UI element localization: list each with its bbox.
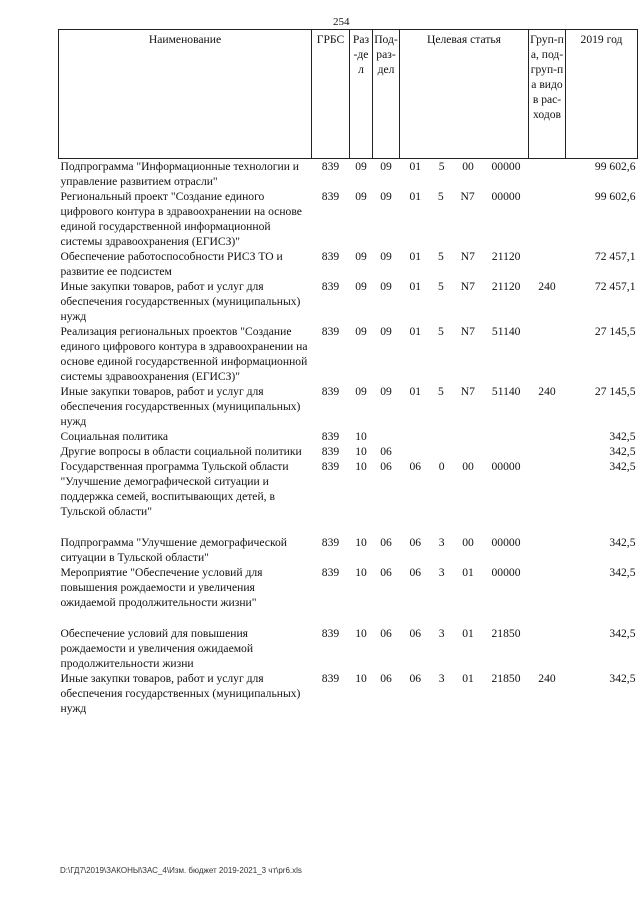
row-amount: 27 145,5 xyxy=(594,325,636,338)
page-number: 254 xyxy=(333,16,350,28)
row-razdel: 09 xyxy=(355,385,367,398)
row-name: Мероприятие "Обеспечение условий для повышения рождаемости и увеличения ожидаемой продолжительности жизни" xyxy=(60,566,263,609)
row-amount: 342,5 xyxy=(609,536,636,549)
target-article-part: 3 xyxy=(438,672,445,685)
row-target-article xyxy=(400,189,529,249)
header-podrazdel: Под-раз-дел xyxy=(373,30,400,159)
row-podrazdel: 06 xyxy=(380,536,392,549)
row-grbs: 839 xyxy=(321,460,340,473)
row-grbs: 839 xyxy=(321,250,340,263)
table-body xyxy=(59,159,638,717)
target-article-part: 00000 xyxy=(491,190,521,203)
target-article-part: 00000 xyxy=(491,160,521,173)
target-article-part: 01 xyxy=(462,627,474,640)
target-article-part: 06 xyxy=(409,672,422,685)
row-amount: 342,5 xyxy=(609,430,636,443)
target-article-part: 06 xyxy=(409,566,422,579)
target-article-part: 00 xyxy=(462,460,474,473)
row-amount: 342,5 xyxy=(609,445,636,458)
row-podrazdel: 06 xyxy=(380,460,392,473)
row-amount: 99 602,6 xyxy=(594,160,636,173)
target-article-part: 3 xyxy=(438,627,445,640)
row-grbs: 839 xyxy=(321,536,340,549)
row-amount: 72 457,1 xyxy=(594,250,636,263)
row-podrazdel xyxy=(373,429,400,444)
row-grbs: 839 xyxy=(321,566,340,579)
row-grbs: 839 xyxy=(321,280,340,293)
target-article-part: 21120 xyxy=(491,250,521,263)
target-article-part: 01 xyxy=(462,566,474,579)
row-podrazdel: 06 xyxy=(380,627,392,640)
row-target-article xyxy=(400,565,529,626)
row-expense-group xyxy=(529,535,566,565)
table-row xyxy=(59,459,638,535)
row-name: Социальная политика xyxy=(60,430,169,443)
table-row xyxy=(59,324,638,384)
row-grbs: 839 xyxy=(321,672,340,685)
row-name: Региональный проект "Создание единого цифрового контура в здравоохранении на основе единой государственной информационной системы здравоохранения (ЕГИСЗ)" xyxy=(60,190,302,248)
row-podrazdel: 09 xyxy=(380,250,392,263)
row-expense-group xyxy=(529,429,566,444)
row-name: Иные закупки товаров, работ и услуг для обеспечения государственных (муниципальных) нужд xyxy=(60,385,301,428)
row-razdel: 10 xyxy=(355,536,367,549)
row-expense-group xyxy=(529,159,566,190)
row-grbs: 839 xyxy=(321,627,340,640)
target-article-part: N7 xyxy=(460,325,475,338)
target-article-part: 06 xyxy=(409,627,422,640)
header-group: Груп-па, под-груп-па видов рас-ходов xyxy=(529,30,566,159)
target-article-part: N7 xyxy=(460,385,475,398)
row-name: Подпрограмма "Информационные технологии и управление развитием отрасли" xyxy=(60,160,300,188)
target-article-part: 01 xyxy=(409,250,422,263)
row-expense-group xyxy=(529,626,566,671)
row-target-article xyxy=(400,535,529,565)
header-year: 2019 год xyxy=(566,30,638,159)
row-name: Подпрограмма "Улучшение демографической ситуации в Тульской области" xyxy=(60,536,287,564)
row-grbs: 839 xyxy=(321,160,340,173)
target-article-part: 5 xyxy=(438,160,445,173)
target-article-part: 0 xyxy=(438,460,445,473)
row-expense-group xyxy=(529,249,566,279)
table-row xyxy=(59,535,638,565)
target-article-part: 06 xyxy=(409,536,422,549)
row-amount: 342,5 xyxy=(609,566,636,579)
row-razdel: 10 xyxy=(355,566,367,579)
row-grbs: 839 xyxy=(321,445,340,458)
row-target-article xyxy=(400,249,529,279)
target-article-part: 00000 xyxy=(491,460,521,473)
target-article-part: 3 xyxy=(438,566,445,579)
row-grbs: 839 xyxy=(321,385,340,398)
row-razdel: 09 xyxy=(355,325,367,338)
table-row xyxy=(59,249,638,279)
row-podrazdel: 09 xyxy=(380,385,392,398)
target-article-part: 3 xyxy=(438,536,445,549)
table-row xyxy=(59,279,638,324)
target-article-part: 00 xyxy=(462,160,474,173)
row-name: Обеспечение работоспособности РИСЗ ТО и развитие ее подсистем xyxy=(60,250,283,278)
row-razdel: 10 xyxy=(355,627,367,640)
target-article-part: 5 xyxy=(438,325,444,338)
row-razdel: 09 xyxy=(355,160,367,173)
row-amount: 342,5 xyxy=(609,672,636,685)
row-amount: 27 145,5 xyxy=(594,385,636,398)
table-row xyxy=(59,429,638,444)
row-name: Реализация региональных проектов "Создание единого цифрового контура в здравоохранении на основе единой государственной информационной системы здравоохранения (ЕГИСЗ)" xyxy=(60,325,308,383)
header-grbs: ГРБС xyxy=(312,30,350,159)
row-target-article xyxy=(400,384,529,429)
table-row xyxy=(59,159,638,190)
row-podrazdel: 06 xyxy=(380,672,392,685)
budget-table xyxy=(58,29,638,716)
row-razdel: 10 xyxy=(355,672,367,685)
row-name: Другие вопросы в области социальной политики xyxy=(60,445,302,458)
row-expense-group xyxy=(529,459,566,535)
row-target-article xyxy=(400,429,529,444)
target-article-part: 00 xyxy=(462,536,474,549)
target-article-part: 01 xyxy=(409,325,422,338)
row-razdel: 09 xyxy=(355,250,367,263)
row-target-article xyxy=(400,444,529,459)
row-razdel: 09 xyxy=(355,190,367,203)
table-row xyxy=(59,671,638,716)
target-article-part: 01 xyxy=(409,160,422,173)
file-path-footer: D:\ГД7\2019\ЗАКОНЫ\ЗАС_4\Изм. бюджет 2019-2021_3 чт\pr6.xls xyxy=(60,866,302,875)
header-target: Целевая статья xyxy=(400,30,529,159)
row-grbs: 839 xyxy=(321,325,340,338)
table-row xyxy=(59,384,638,429)
row-podrazdel: 09 xyxy=(380,160,392,173)
row-amount: 72 457,1 xyxy=(594,280,636,293)
row-expense-group: 240 xyxy=(538,385,556,398)
row-podrazdel: 06 xyxy=(380,566,392,579)
row-expense-group xyxy=(529,324,566,384)
target-article-part: 01 xyxy=(462,672,474,685)
row-razdel: 10 xyxy=(355,460,367,473)
row-podrazdel: 06 xyxy=(380,445,392,458)
row-target-article xyxy=(400,324,529,384)
row-amount: 342,5 xyxy=(609,627,636,640)
target-article-part: N7 xyxy=(460,280,475,293)
row-name: Иные закупки товаров, работ и услуг для обеспечения государственных (муниципальных) нужд xyxy=(60,672,301,715)
target-article-part: 5 xyxy=(438,385,444,398)
target-article-part: 21120 xyxy=(491,280,521,293)
target-article-part: 21850 xyxy=(491,627,521,640)
table-row xyxy=(59,565,638,626)
row-expense-group: 240 xyxy=(538,280,556,293)
target-article-part: 5 xyxy=(437,190,444,203)
row-target-article xyxy=(400,159,529,190)
target-article-part: 01 xyxy=(409,280,422,293)
row-name: Государственная программа Тульской области "Улучшение демографической ситуации и поддержка семей, воспитывающих детей, в Тульской области" xyxy=(60,460,289,518)
row-name: Иные закупки товаров, работ и услуг для обеспечения государственных (муниципальных) нужд xyxy=(60,280,301,323)
row-podrazdel: 09 xyxy=(380,280,392,293)
row-razdel: 09 xyxy=(355,280,367,293)
row-name: Обеспечение условий для повышения рождаемости и увеличения ожидаемой продолжительности жизни xyxy=(60,627,254,670)
row-expense-group xyxy=(529,189,566,249)
target-article-part: 5 xyxy=(438,250,444,263)
target-article-part: 01 xyxy=(409,385,422,398)
target-article-part: 00000 xyxy=(491,536,521,549)
row-podrazdel: 09 xyxy=(380,190,392,203)
row-expense-group: 240 xyxy=(538,672,556,685)
table-row xyxy=(59,626,638,671)
row-target-article xyxy=(400,671,529,716)
row-podrazdel: 09 xyxy=(380,325,392,338)
target-article-part: N7 xyxy=(460,190,475,203)
target-article-part: 51140 xyxy=(491,385,521,398)
target-article-part: 01 xyxy=(409,190,422,203)
row-razdel: 10 xyxy=(355,430,367,443)
row-amount: 342,5 xyxy=(609,460,636,473)
target-article-part: N7 xyxy=(460,250,475,263)
row-target-article xyxy=(400,279,529,324)
target-article-part: 5 xyxy=(438,280,444,293)
target-article-part: 06 xyxy=(409,460,422,473)
target-article-part: 51140 xyxy=(491,325,521,338)
row-grbs: 839 xyxy=(321,430,340,443)
row-amount: 99 602,6 xyxy=(594,190,636,203)
row-expense-group xyxy=(529,565,566,626)
row-grbs: 839 xyxy=(321,190,340,203)
header-name: Наименование xyxy=(59,30,312,159)
table-row xyxy=(59,189,638,249)
target-article-part: 00000 xyxy=(491,566,521,579)
row-expense-group xyxy=(529,444,566,459)
row-target-article xyxy=(400,626,529,671)
target-article-part: 21850 xyxy=(491,672,521,685)
row-razdel: 10 xyxy=(355,445,367,458)
row-target-article xyxy=(400,459,529,535)
table-row xyxy=(59,444,638,459)
header-razdel: Раз-дел xyxy=(350,30,373,159)
